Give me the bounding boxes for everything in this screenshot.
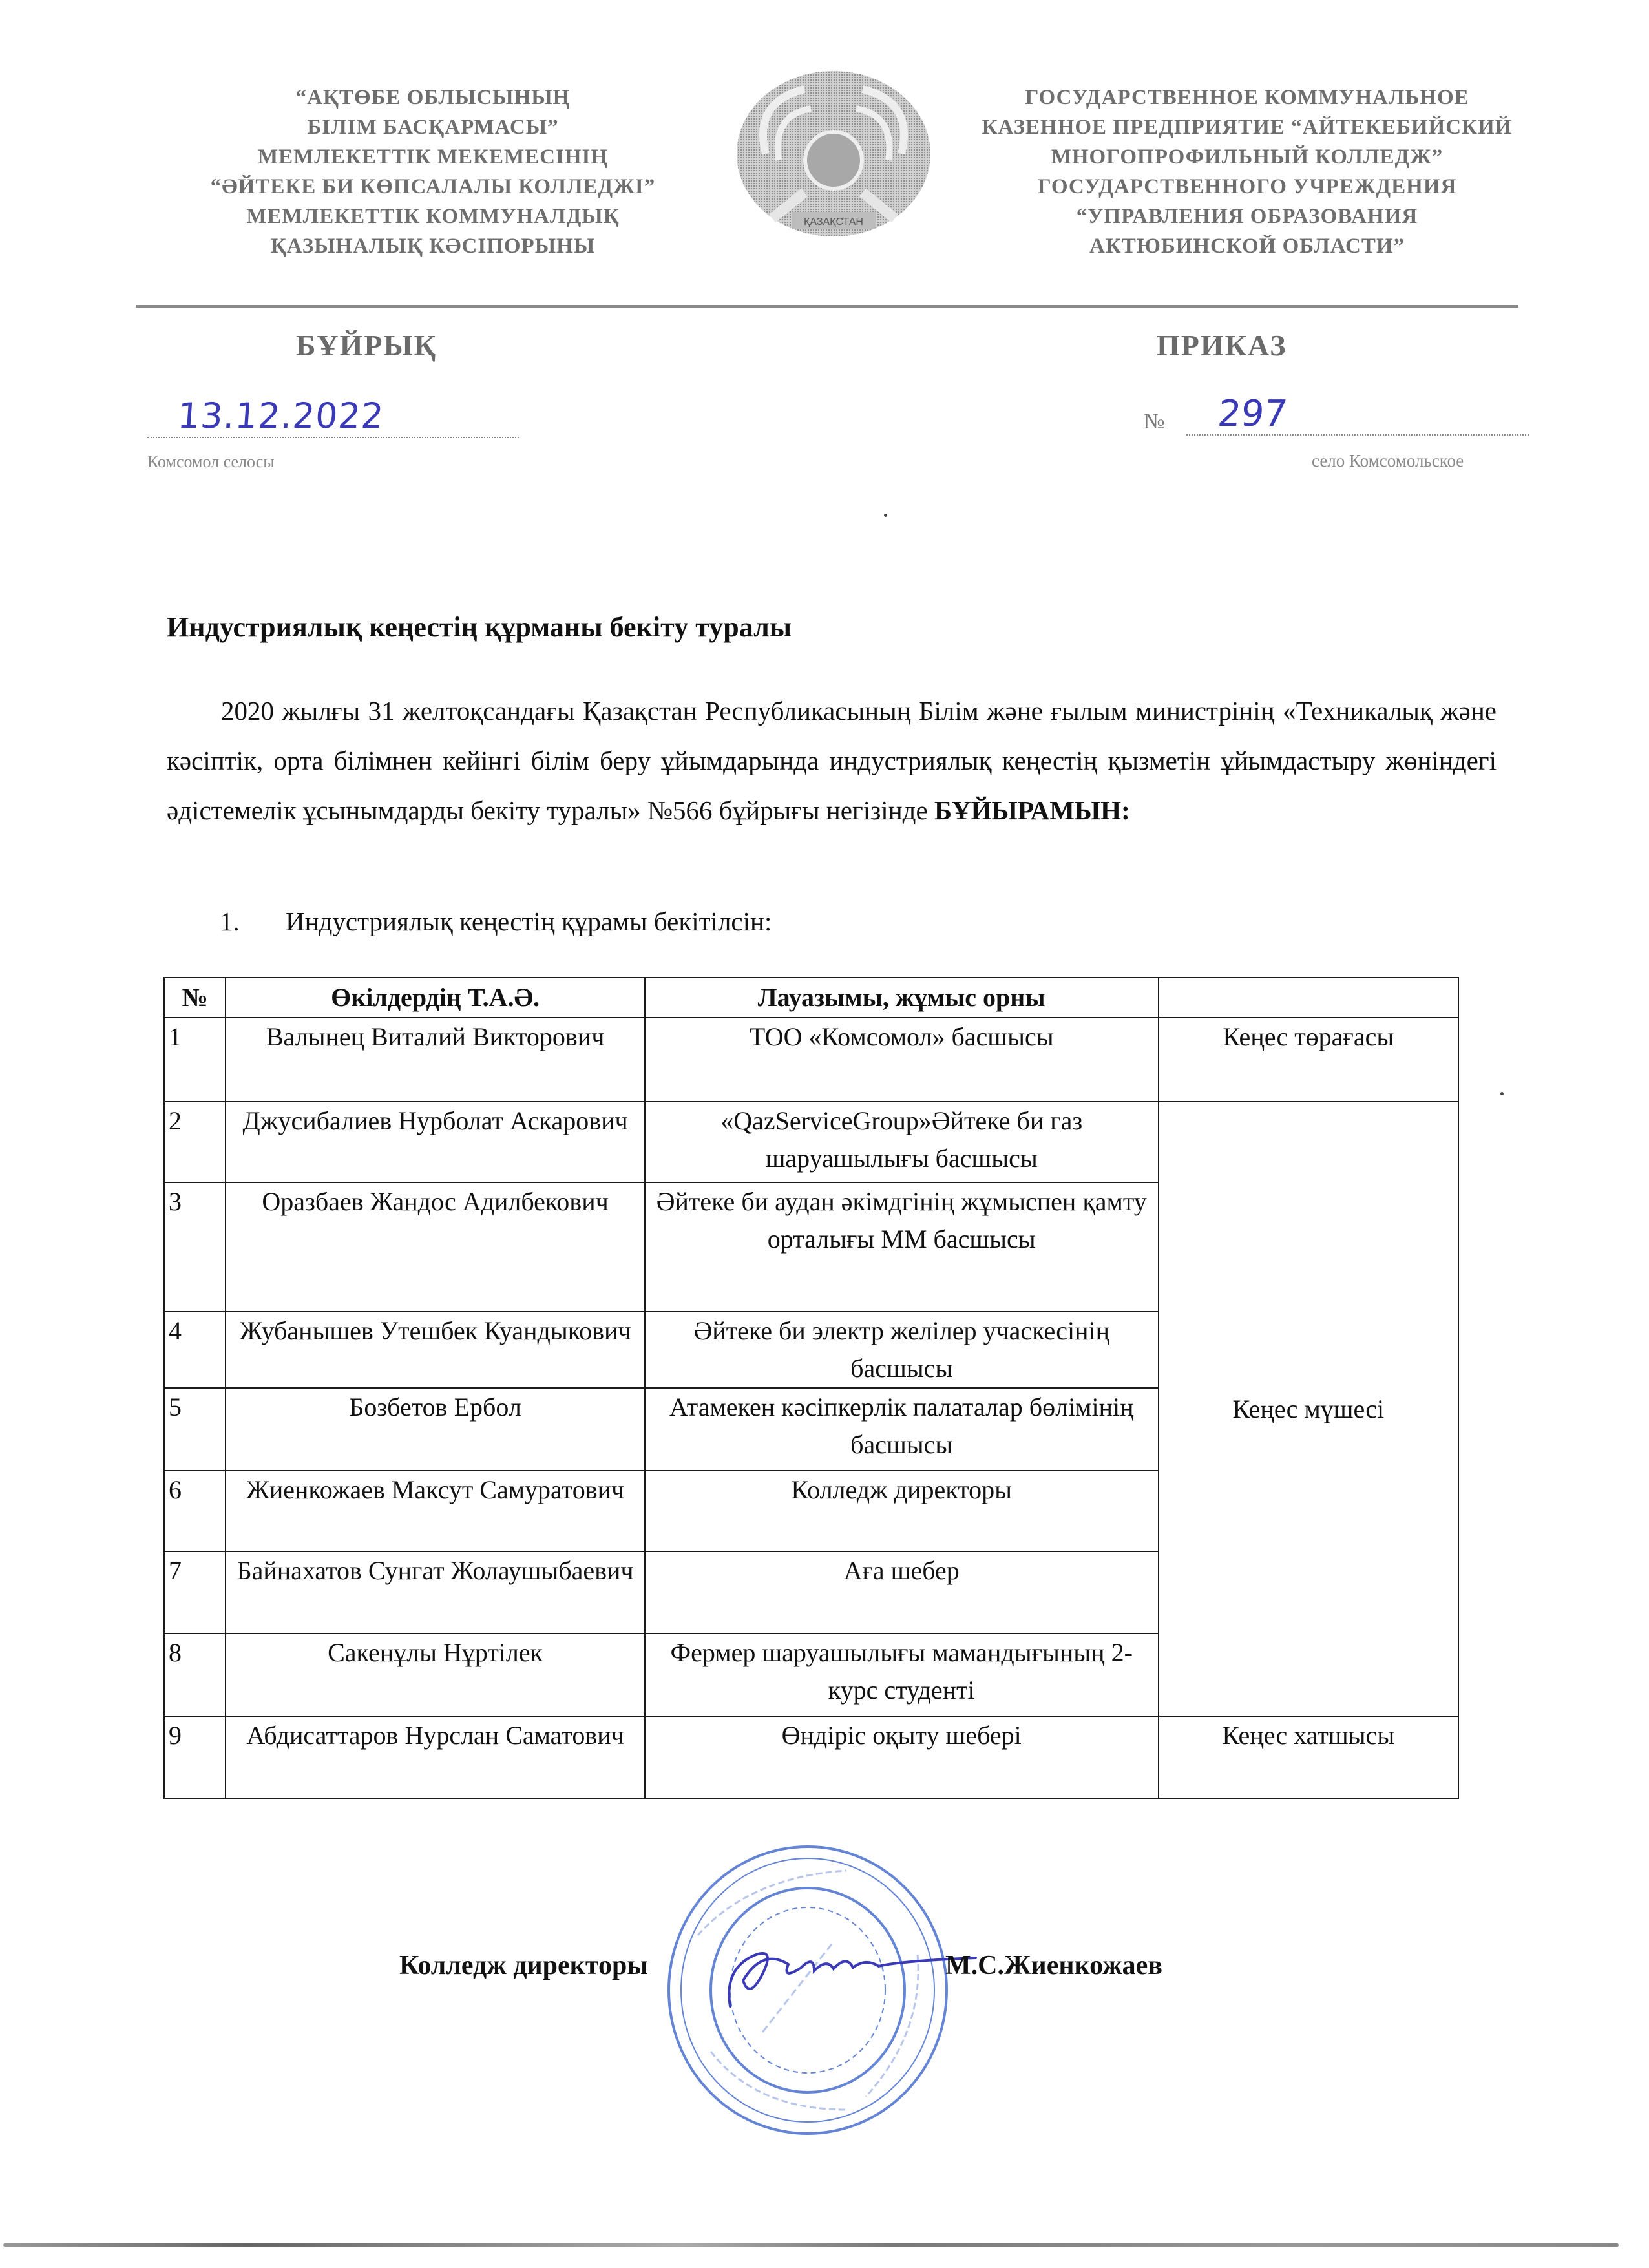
letterhead-line: ГОСУДАРСТВЕННОГО УЧРЕЖДЕНИЯ (1037, 175, 1457, 198)
list-item (220, 906, 772, 937)
cell-name: Валынец Виталий Викторович (226, 1018, 644, 1102)
letterhead-line: “АҚТӨБЕ ОБЛЫСЫНЫҢ (295, 86, 571, 109)
cell-name: Жубанышев Утешбек Куандыкович (226, 1312, 644, 1388)
cell-position: «QazServiceGroup»Әйтеке би газ шаруашылығы басшысы (645, 1102, 1159, 1182)
cell-number: 8 (164, 1633, 226, 1716)
cell-name: Джусибалиев Нурболат Аскарович (226, 1102, 644, 1182)
cell-number: 1 (164, 1018, 226, 1102)
number-sign: № (1144, 410, 1165, 434)
letterhead-line: МНОГОПРОФИЛЬНЫЙ КОЛЛЕДЖ” (1051, 145, 1444, 169)
cell-name: Сакенұлы Нұртілек (226, 1633, 644, 1716)
doc-kind-kazakh: БҰЙРЫҚ (296, 329, 437, 362)
cell-position: Колледж директоры (645, 1471, 1159, 1551)
scan-speck (884, 514, 887, 517)
signatory-title: Колледж директоры (399, 1951, 649, 1980)
letterhead-line: “УПРАВЛЕНИЯ ОБРАЗОВАНИЯ (1076, 205, 1418, 228)
handwritten-order-number: 297 (1215, 393, 1290, 435)
doc-kind-russian: ПРИКАЗ (1157, 329, 1287, 362)
header-number: № (164, 978, 226, 1018)
header-name: Өкілдердің Т.А.Ә. (226, 978, 644, 1018)
preamble-paragraph (167, 686, 1497, 835)
table-row (164, 1018, 1458, 1102)
cell-name: Байнахатов Сунгат Жолаушыбаевич (226, 1551, 644, 1633)
cell-number: 3 (164, 1182, 226, 1312)
cell-number: 2 (164, 1102, 226, 1182)
cell-position: Әйтеке би аудан әкімдгінің жұмыспен қамту орталығы ММ басшысы (645, 1182, 1159, 1312)
header-position: Лауазымы, жұмыс орны (645, 978, 1159, 1018)
table-row (164, 1716, 1458, 1798)
cell-number: 7 (164, 1551, 226, 1633)
cell-position: Фермер шаруашылығы мамандығының 2-курс студенті (645, 1633, 1159, 1716)
handwritten-date: 13.12.2022 (176, 395, 386, 436)
cell-name: Жиенкожаев Максут Самуратович (226, 1471, 644, 1551)
cell-name: Бозбетов Ербол (226, 1388, 644, 1471)
cell-number: 5 (164, 1388, 226, 1471)
state-emblem-icon (727, 63, 940, 251)
letterhead-line: МЕМЛЕКЕТТІК КОММУНАЛДЫҚ (246, 205, 620, 228)
cell-role: Кеңес хатшысы (1159, 1716, 1458, 1798)
cell-position: Әйтеке би электр желілер учаскесінің басшысы (645, 1312, 1159, 1388)
letterhead-kazakh (194, 83, 672, 261)
letterhead-line: АКТЮБИНСКОЙ ОБЛАСТИ” (1089, 235, 1405, 258)
preamble-text: 2020 жылғы 31 желтоқсандағы Қазақстан Республикасының Білім және ғылым министрінің «Техникалық және кәсіптік, орта білімнен кейінгі білім беру ұйымдарында индустриялық кеңестің қызметін ұйымдастыру жөніндегі әдістемелік ұсынымдарды бекіту туралы» №566 бұйрығы негізінде (167, 696, 1497, 825)
letterhead-line: БІЛІМ БАСҚАРМАСЫ” (307, 116, 559, 139)
letterhead-russian (956, 83, 1538, 261)
date-underline (147, 437, 519, 438)
signatory-name: М.С.Жиенкожаев (945, 1951, 1162, 1980)
document-title: Индустриялық кеңестің құрманы бекіту туралы (167, 611, 792, 643)
list-item-text: Индустриялық кеңестің құрамы бекітілсін: (286, 907, 772, 936)
cell-number: 9 (164, 1716, 226, 1798)
place-kazakh: Комсомол селосы (147, 452, 275, 471)
cell-position: Өндіріс оқыту шебері (645, 1716, 1159, 1798)
place-russian: село Комсомольское (1312, 451, 1464, 470)
letterhead-line: ГОСУДАРСТВЕННОЕ КОММУНАЛЬНОЕ (1025, 86, 1469, 109)
cell-name: Абдисаттаров Нурслан Саматович (226, 1716, 644, 1798)
cell-role: Кеңес төрағасы (1159, 1018, 1458, 1102)
cell-number: 4 (164, 1312, 226, 1388)
list-item-number: 1. (220, 907, 240, 936)
cell-role: Кеңес мүшесі (1159, 1102, 1458, 1716)
letterhead-line: “ӘЙТЕКЕ БИ КӨПСАЛАЛЫ КОЛЛЕДЖІ” (210, 175, 656, 198)
cell-name: Оразбаев Жандос Адилбекович (226, 1182, 644, 1312)
cell-number: 6 (164, 1471, 226, 1551)
letterhead-line: КАЗЕННОЕ ПРЕДПРИЯТИЕ “АЙТЕКЕБИЙСКИЙ (982, 116, 1513, 139)
table-header-row (164, 978, 1458, 1018)
number-underline (1186, 434, 1529, 436)
cell-position: ТОО «Комсомол» басшысы (645, 1018, 1159, 1102)
letterhead-line: МЕМЛЕКЕТТІК МЕКЕМЕСІНІҢ (258, 145, 608, 169)
council-members-table (163, 977, 1459, 1799)
scan-speck (1500, 1092, 1504, 1095)
emblem-label: ҚАЗАҚСТАН (804, 216, 863, 227)
table-row (164, 1102, 1458, 1182)
cell-position: Атамекен кәсіпкерлік палаталар бөлімінің басшысы (645, 1388, 1159, 1471)
order-word: БҰЙЫРАМЫН: (934, 795, 1130, 825)
letterhead-line: ҚАЗЫНАЛЫҚ КӘСІПОРЫНЫ (270, 235, 596, 258)
header-role (1159, 978, 1458, 1018)
scan-edge-line (3, 2243, 1619, 2247)
letterhead-divider (136, 305, 1518, 308)
cell-position: Аға шебер (645, 1551, 1159, 1633)
